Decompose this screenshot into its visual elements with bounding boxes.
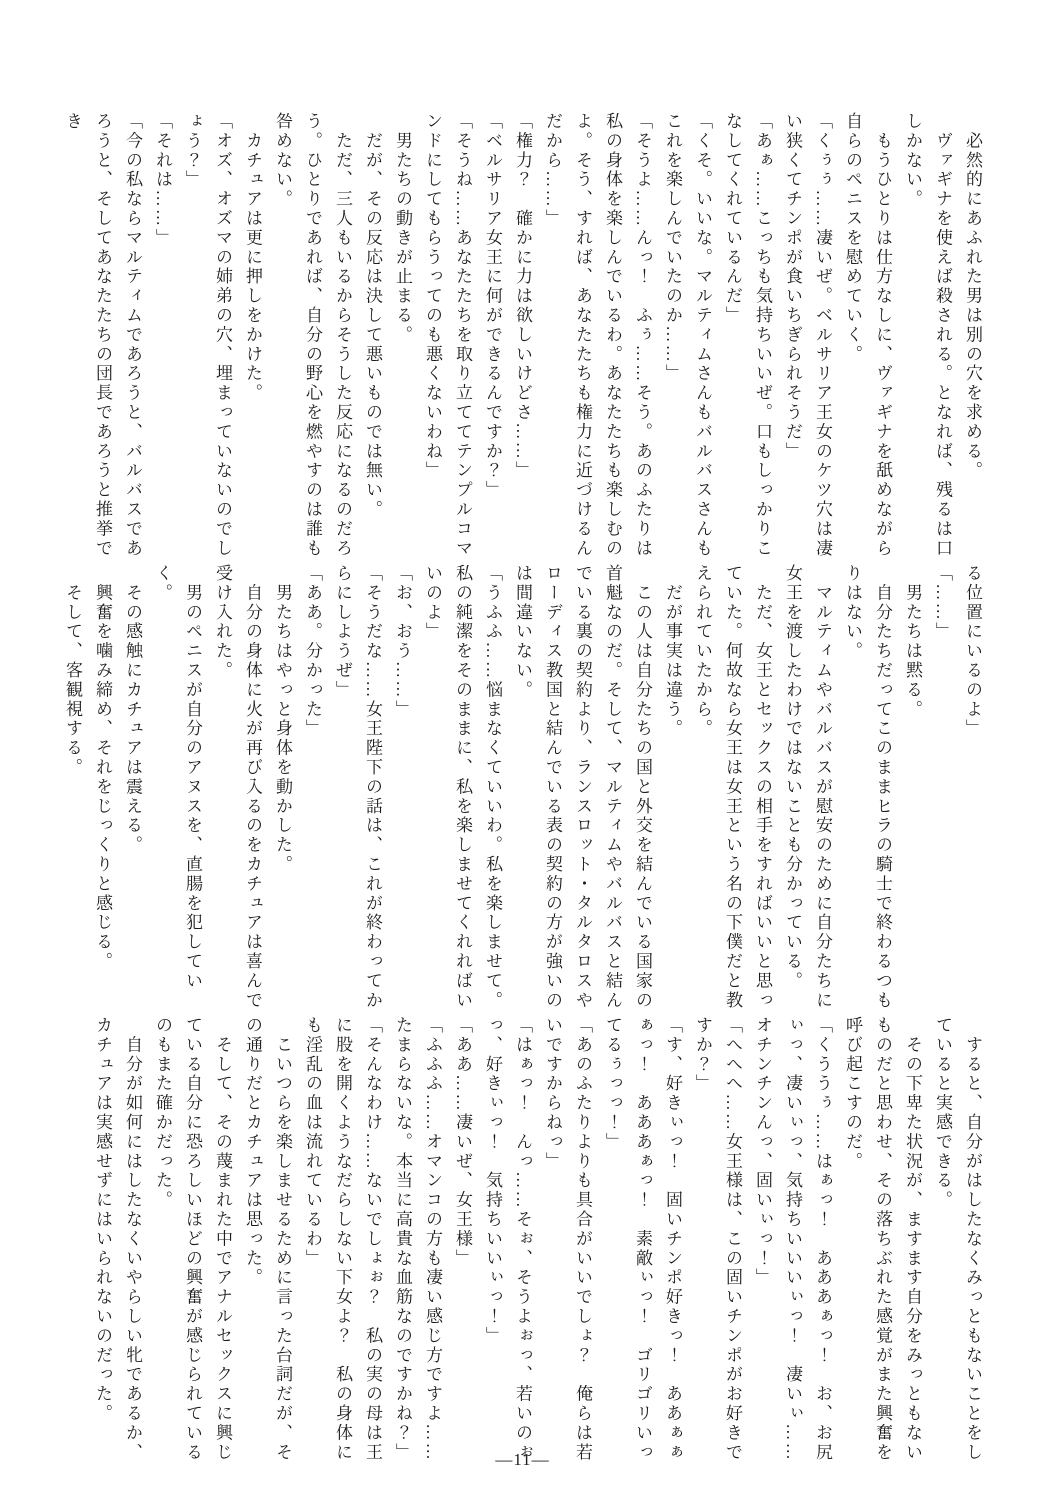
- paragraph: 「ふふふ……オマンコの方も凄い感じ方ですよ……たまらないな。本当に高貴な血筋なのですかね？」: [393, 1016, 442, 1463]
- paragraph: 「それは……」: [153, 112, 172, 248]
- paragraph: だが事実は違う。: [663, 564, 682, 739]
- paragraph: 「ああ。分かった」: [303, 564, 322, 739]
- text-block-top: [63, 112, 987, 564]
- text-block-bottom: [79, 1016, 987, 1468]
- paragraph: 自分たちだってこのままヒラの騎士で終わるつもりはない。: [843, 564, 892, 1011]
- paragraph: 自分が如何にはしたなくいやらしい牝であるか、カチュアは実感せずにはいられないのだった。: [93, 1016, 142, 1463]
- paragraph: 「オズ、オズマの姉弟の穴、埋まっていないのでしょう？」: [183, 112, 232, 559]
- paragraph: 自分の身体に火が再び入るのをカチュアは喜んで受け入れた。: [213, 564, 262, 1011]
- paragraph: ヴァギナを使えば殺される。となれば、残るは口しかない。: [903, 112, 952, 559]
- paragraph: すると、自分がはしたなくみっともないことをしていると実感できる。: [933, 1016, 982, 1463]
- paragraph: 「そうだな……女王陛下の話は、これが終わってからにしようぜ」: [333, 564, 382, 1011]
- paragraph: 「お、おう……」: [393, 564, 412, 720]
- paragraph: もうひとりは仕方なしに、ヴァギナを舐めながら自らのペニスを慰めていく。: [843, 112, 892, 559]
- paragraph: る位置にいるのよ」: [963, 564, 982, 739]
- paragraph: 男たちは黙る。: [903, 564, 922, 720]
- paragraph: この人は自分たちの国と外交を結んでいる国家の首魁なのだ。そして、マルティムやバルバスと結んでいる裏の契約より、ランスロット・タルタロスやローディス教国と結んでいる表の契約の方が強いのは間違いない。: [513, 564, 652, 1011]
- paragraph: 興奮を噛み締め、それをじっくりと感じる。: [93, 564, 112, 972]
- paragraph: 男たちはやっと身体を動かした。: [273, 564, 292, 875]
- paragraph: マルティムやバルバスが慰安のために自分たちに女王を渡したわけではないことも分かっている。: [783, 564, 832, 1011]
- paragraph: そして、客観視する。: [63, 564, 82, 778]
- paragraph: 「くううぅ……はぁっ！ あああぁっ！ お、お尻ぃっ、凄いぃっ、気持ちいいいぃっ！ 凄いぃ……オチンチンんっ、固いぃっ！」: [753, 1016, 832, 1463]
- paragraph: 「今の私ならマルティムであろうと、バルバスであろうと、そしてあなたたちの団長であろうと推挙でき: [63, 112, 142, 559]
- page-number: —11—: [495, 1450, 550, 1469]
- paragraph: 「へへへ……女王様は、この固いチンポがお好きですか？」: [693, 1016, 742, 1463]
- paragraph: 必然的にあふれた男は別の穴を求める。: [963, 112, 982, 481]
- paragraph: 「はぁっ！ んっ……そぉ、そうよぉっ、若いのぉっ、好きぃっ！ 気持ちいいぃっ！」: [483, 1016, 532, 1463]
- paragraph: 「そうよ……んっ！ ふぅ……そう。あのふたりは私の身体を楽しんでいるわ。あなたたちも楽しむのよ。そう、すれば、あなたたちも権力に近づけるんだから……」: [543, 112, 652, 559]
- paragraph: 「くぅぅ……凄いぜ。ベルサリア王女のケツ穴は凄い狭くてチンポが食いちぎられそうだ」: [783, 112, 832, 559]
- paragraph: そして、その蔑まれた中でアナルセックスに興じている自分に恐ろしいほどの興奮が感じられているのもまた確かだった。: [153, 1016, 232, 1463]
- text-block-middle: [63, 564, 987, 1016]
- paragraph: ただ、三人もいるからそうした反応になるのだろう。ひとりであれば、自分の野心を燃やすのは誰も咎めない。: [273, 112, 352, 559]
- paragraph: 「す、好きぃっ！ 固いチンポ好きっ！ ああぁぁぁっ！ あああぁっ！ 素敵ぃっ！ ゴリゴリいってるぅっっ！」: [603, 1016, 682, 1463]
- paragraph: 「くそ。いいな。マルティムさんもバルバスさんもこれを楽しんでいたのか……」: [663, 112, 712, 559]
- paragraph: だが、その反応は決して悪いものでは無い。: [363, 112, 382, 520]
- paragraph: ただ、女王とセックスの相手をすればいいと思っていた。何故なら女王は女王という名の下僕だと教えられていたから。: [693, 564, 772, 1011]
- paragraph: 男のペニスが自分のアヌスを、直腸を犯していく。: [153, 564, 202, 991]
- paragraph: その感触にカチュアは震える。: [123, 564, 142, 855]
- paragraph: 「そうね……あなたたちを取り立ててテンプルコマンドにしてもらうってのも悪くないわね」: [423, 112, 472, 559]
- paragraph: 男たちの動きが止まる。: [393, 112, 412, 345]
- paragraph: カチュアは更に押しをかけた。: [243, 112, 262, 403]
- paragraph: 「権力？ 確かに力は欲しいけどさ……」: [513, 112, 532, 481]
- paragraph: 「あぁ……こっちも気持ちいいぜ。口もしっかりこなしてくれているんだ」: [723, 112, 772, 559]
- paragraph: 「ベルサリア女王に何ができるんですか？」: [483, 112, 502, 500]
- paragraph: 「ああ……凄いぜ、女王様」: [453, 1016, 472, 1269]
- paragraph: その下卑た状況が、ますます自分をみっともないものだと思わせ、その落ちぶれた感覚がまた興奮を呼び起こすのだ。: [843, 1016, 922, 1463]
- paragraph: 「あのふたりよりも具合がいいでしょ？ 俺らは若いですからねっ」: [543, 1016, 592, 1463]
- paragraph: 「そんなわけ……ないでしょぉ？ 私の実の母は王に股を開くようなだらしない下女よ？ 私の身体にも淫乱の血は流れているわ」: [303, 1016, 382, 1463]
- paragraph: 「……」: [933, 564, 952, 642]
- paragraph: こいつらを楽しませるために言った台詞だが、その通りだとカチュアは思った。: [243, 1016, 292, 1463]
- paragraph: 「うふふ……悩まなくていいわ。私を楽しませて。私の純潔をそのままに、私を楽しませてくれればいいのよ」: [423, 564, 502, 1011]
